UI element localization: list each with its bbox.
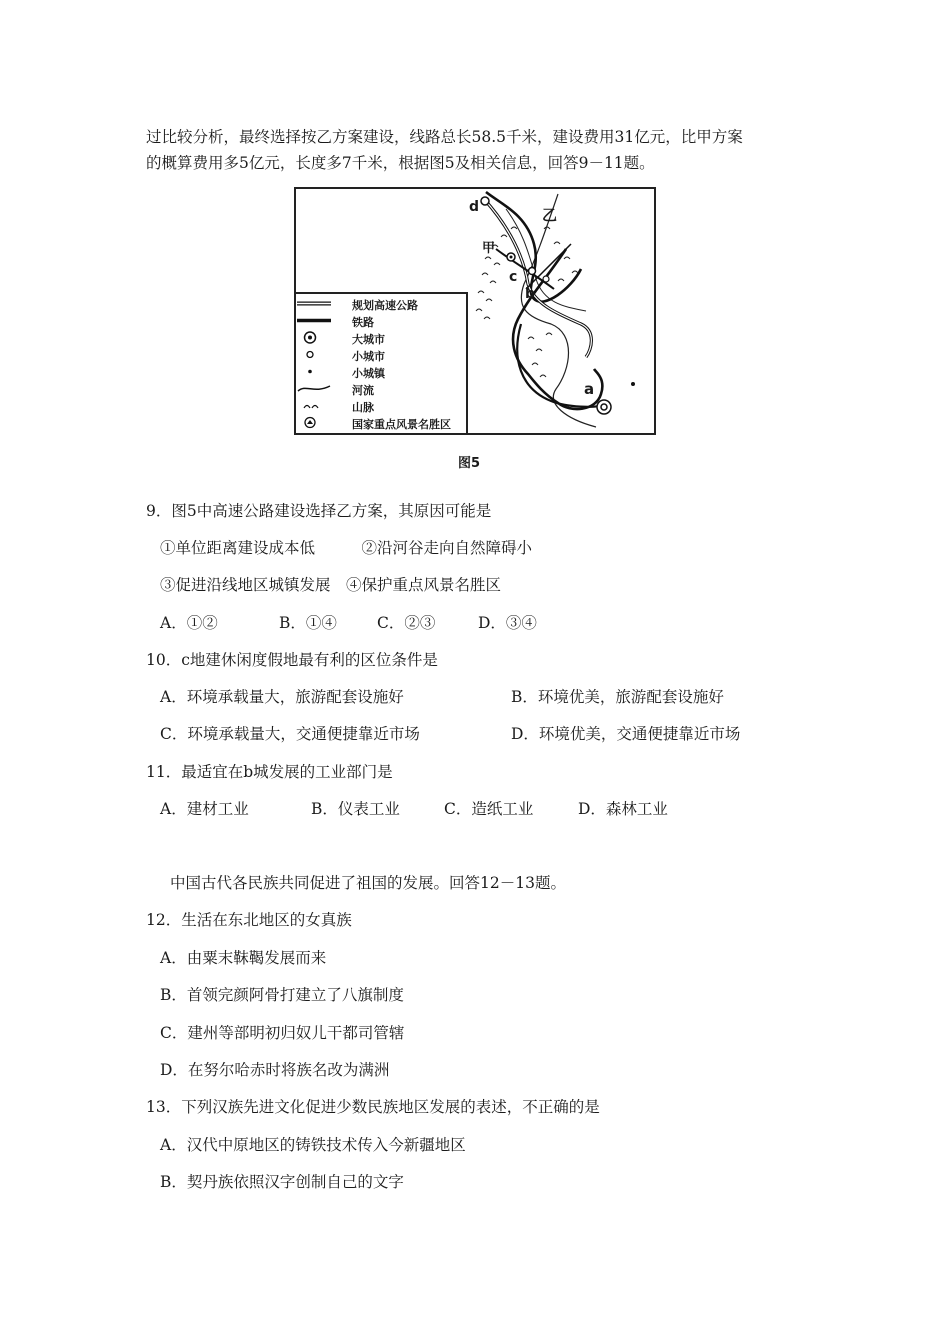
small-town-icon <box>296 365 332 378</box>
q9-items-row-1: ①单位距离建设成本低 ②沿河谷走向自然障碍小 <box>160 539 533 557</box>
legend-label: 规划高速公路 <box>352 299 418 312</box>
small-town-dot <box>631 382 635 386</box>
q11-stem: 11．最适宜在b城发展的工业部门是 <box>146 763 393 781</box>
legend-item-small-city <box>296 348 466 365</box>
large-city-a-inner <box>601 404 607 410</box>
legend-item-small-town <box>296 365 466 382</box>
q13-option-b: B．契丹族依照汉字创制自己的文字 <box>160 1173 404 1191</box>
intro-line-1: 过比较分析，最终选择按乙方案建设，线路总长58.5千米，建设费用31亿元，比甲方案 <box>146 128 743 146</box>
q12-option-d: D．在努尔哈赤时将族名改为满洲 <box>160 1061 390 1079</box>
q11-option-a: A．建材工业 <box>160 800 249 818</box>
scenic-area-jia-dot <box>510 256 513 259</box>
q11-option-d: D．森林工业 <box>578 800 668 818</box>
history-intro: 中国古代各民族共同促进了祖国的发展。回答12－13题。 <box>170 874 566 892</box>
legend-item-scenic <box>296 416 466 433</box>
river-branch <box>506 206 586 311</box>
small-city-b <box>543 276 549 282</box>
river-icon <box>296 382 332 395</box>
legend-label: 小城镇 <box>352 367 385 380</box>
intro-line-2: 的概算费用多5亿元，长度多7千米，根据图5及相关信息，回答9－11题。 <box>146 154 655 172</box>
planned-expressway-icon <box>296 297 332 310</box>
q12-option-a: A．由粟末靺鞨发展而来 <box>160 949 327 967</box>
map-label-b: b <box>525 286 536 302</box>
q10-option-c: C．环境承载量大，交通便捷靠近市场 <box>160 725 420 743</box>
map-legend <box>296 292 468 434</box>
legend-item-large-city <box>296 331 466 348</box>
large-city-icon <box>296 331 332 344</box>
map-label-jia: 甲 <box>482 241 496 256</box>
legend-item-railway <box>296 314 466 331</box>
q10-option-d: D．环境优美，交通便捷靠近市场 <box>511 725 741 743</box>
q9-stem: 9．图5中高速公路建设选择乙方案，其原因可能是 <box>146 502 492 520</box>
small-city-d <box>481 197 489 205</box>
small-city-c <box>529 268 536 275</box>
q12-stem: 12．生活在东北地区的女真族 <box>146 911 352 929</box>
figure-5-map <box>294 187 656 435</box>
q9-option-b: B．①④ <box>279 614 337 632</box>
q12-option-b: B．首领完颜阿骨打建立了八旗制度 <box>160 986 404 1004</box>
legend-label: 河流 <box>352 384 374 397</box>
legend-item-expressway <box>296 297 466 314</box>
q10-stem: 10．c地建休闲度假地最有利的区位条件是 <box>146 651 438 669</box>
q11-option-c: C．造纸工业 <box>444 800 534 818</box>
scenic-area-icon <box>296 416 332 429</box>
railway-icon <box>296 314 332 327</box>
legend-item-mountain <box>296 399 466 416</box>
map-label-c: c <box>509 269 518 285</box>
map-label-yi: 乙 <box>542 206 558 224</box>
q9-option-c: C．②③ <box>377 614 436 632</box>
legend-label: 山脉 <box>352 401 374 414</box>
q9-items-row-2: ③促进沿线地区城镇发展 ④保护重点风景名胜区 <box>160 576 502 594</box>
q12-option-c: C．建州等部明初归奴儿干都司管辖 <box>160 1024 405 1042</box>
legend-label: 国家重点风景名胜区 <box>352 418 451 431</box>
q10-option-a: A．环境承载量大，旅游配套设施好 <box>160 688 404 706</box>
mountain-icon <box>296 399 332 412</box>
q13-option-a: A．汉代中原地区的铸铁技术传入今新疆地区 <box>160 1136 466 1154</box>
legend-label: 铁路 <box>352 316 374 329</box>
q9-option-a: A．①② <box>160 614 218 632</box>
map-label-d: d <box>469 199 480 215</box>
legend-item-river <box>296 382 466 399</box>
q13-stem: 13．下列汉族先进文化促进少数民族地区发展的表述，不正确的是 <box>146 1098 600 1116</box>
legend-label: 大城市 <box>352 333 385 346</box>
q10-option-b: B．环境优美，旅游配套设施好 <box>511 688 724 706</box>
map-label-a: a <box>584 380 595 398</box>
q11-option-b: B．仪表工业 <box>311 800 400 818</box>
small-city-icon <box>296 348 332 361</box>
legend-label: 小城市 <box>352 350 385 363</box>
q9-option-d: D．③④ <box>478 614 537 632</box>
figure-caption: 图5 <box>458 456 481 471</box>
